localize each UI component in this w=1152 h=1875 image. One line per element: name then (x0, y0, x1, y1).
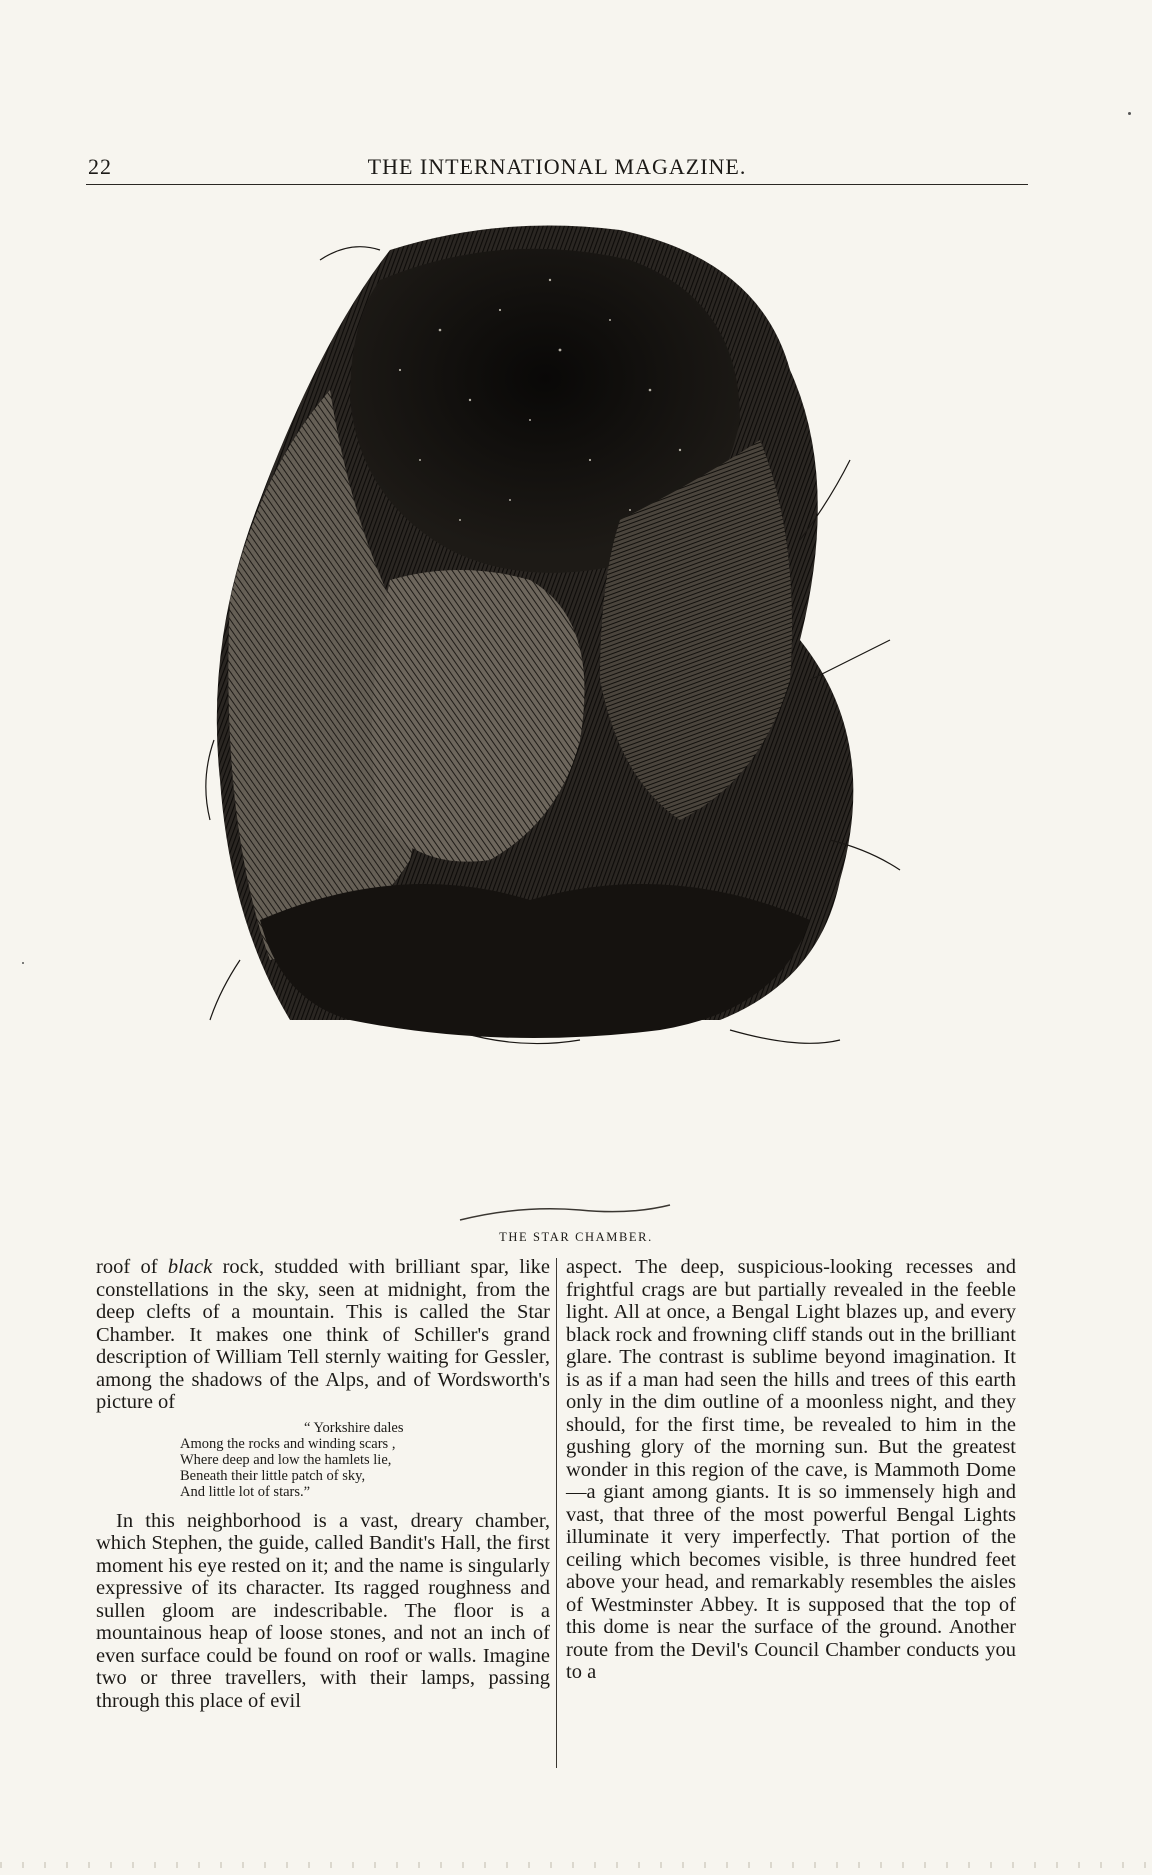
verse-line: And little lot of stars.” (180, 1483, 311, 1500)
bottom-wisp (460, 1205, 670, 1220)
right-paragraph-1: aspect. The deep, suspicious-looking recesses and frightful crags are but partially revealed in the feeble light. All at once, a Bengal Light blazes up, and every black rock and frowning cliff stands out in the brilliant glare. The contrast is sublime beyond imagination. It is as if a man had seen the hills and trees of this earth only in the dim outline of a moonless night, and they should, for the first time, be revealed to him in the gushing glory of the morning sun. But the greatest wonder in this region of the cave, is Mammoth Dome—a giant among giants. It is so immensely high and vast, that three of the most powerful Bengal Lights illuminate it very imperfectly. That portion of the ceiling which becomes visible, is three hundred feet above your head, and remarkably resembles the aisles of Westminster Abbey. It is supposed that the top of this dome is near the surface of the ground. Another route from the Devil's Council Chamber conducts you to a (566, 1256, 1016, 1683)
column-divider (556, 1258, 557, 1768)
running-head (86, 148, 1028, 184)
left-paragraph-2: In this neighborhood is a vast, dreary chamber, which Stephen, the guide, called Bandit's Hall, the first moment his eye rested on it; and the name is singularly expressive of its character. Its ragged roughness and sullen gloom are indescribable. The floor is a mountainous heap of loose stones, and not an inch of even surface could be found on roof or walls. Imagine two or three travellers, with their lamps, passing through this place of evil (96, 1509, 550, 1712)
header-rule (86, 184, 1028, 185)
magazine-title: THE INTERNATIONAL MAGAZINE. (367, 154, 747, 179)
margin-speck (22, 962, 24, 964)
page-number: 22 (88, 154, 112, 179)
verse-line: “ Yorkshire dales (304, 1419, 404, 1436)
left-column (96, 1256, 550, 1712)
left-p1-rest: rock, studded with brilliant spar, like constellations in the sky, seen at midnight, from the deep clefts of a mountain. This is called the Star Chamber. It makes one think of Schiller's grand description of William Tell sternly waiting for Gessler, among the shadows of the Alps, and of Wordsworth's picture of (96, 1256, 550, 1413)
left-paragraph-1 (96, 1256, 550, 1414)
star-chamber-engraving (200, 220, 960, 1240)
left-p1-emphasis: black (167, 1256, 213, 1278)
verse-line: Among the rocks and winding scars , (180, 1435, 396, 1452)
verse-quote (180, 1420, 550, 1500)
verse-line: Beneath their little patch of sky, (180, 1467, 366, 1484)
right-column (566, 1256, 1016, 1684)
illustration-caption: THE STAR CHAMBER. (499, 1230, 653, 1244)
scan-edge-noise (0, 1862, 1152, 1868)
margin-speck (1128, 112, 1131, 115)
left-p1-start: roof of (96, 1256, 168, 1278)
verse-line: Where deep and low the hamlets lie, (180, 1451, 392, 1468)
